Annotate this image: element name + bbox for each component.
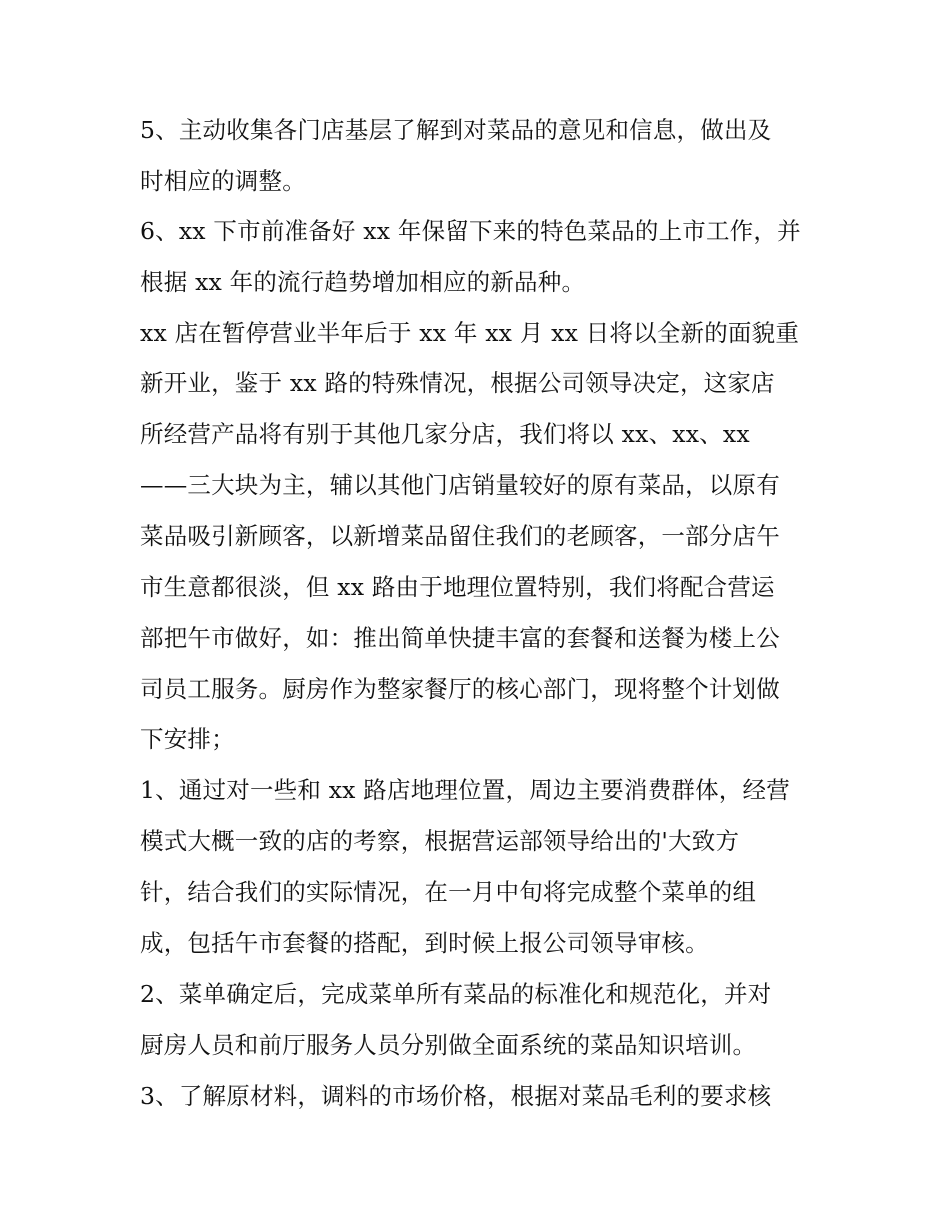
text-line: 时相应的调整。	[140, 167, 306, 195]
text-line: 1、通过对一些和 xx 路店地理位置，周边主要消费群体，经营	[140, 776, 790, 804]
text-line: 3、了解原材料，调料的市场价格，根据对菜品毛利的要求核	[140, 1082, 772, 1110]
text-line: 新开业，鉴于 xx 路的特殊情况，根据公司领导决定，这家店	[140, 369, 775, 397]
text-line: 成，包括午市套餐的搭配，到时候上报公司领导审核。	[140, 929, 709, 957]
text-line: 根据 xx 年的流行趋势增加相应的新品种。	[140, 268, 586, 296]
text-line: 模式大概一致的店的考察，根据营运部领导给出的'大致方	[140, 827, 740, 855]
text-line: 下安排；	[140, 725, 235, 753]
text-line: xx 店在暂停营业半年后于 xx 年 xx 月 xx 日将以全新的面貌重	[140, 319, 800, 347]
text-line: 司员工服务。厨房作为整家餐厅的核心部门，现将整个计划做	[140, 675, 780, 703]
text-line: 针，结合我们的实际情况，在一月中旬将完成整个菜单的组	[140, 878, 757, 906]
text-line: 5、主动收集各门店基层了解到对菜品的意见和信息，做出及	[140, 116, 772, 144]
text-line: 6、xx 下市前准备好 xx 年保留下来的特色菜品的上市工作，并	[140, 217, 801, 245]
text-line: 厨房人员和前厅服务人员分别做全面系统的菜品知识培训。	[140, 1031, 757, 1059]
text-line: 2、菜单确定后，完成菜单所有菜品的标准化和规范化，并对	[140, 980, 772, 1008]
text-line: 市生意都很淡，但 xx 路由于地理位置特别，我们将配合营运	[140, 573, 775, 601]
text-line: 菜品吸引新顾客，以新增菜品留住我们的老顾客，一部分店午	[140, 522, 780, 550]
text-line: 部把午市做好，如：推出简单快捷丰富的套餐和送餐为楼上公	[140, 624, 780, 652]
text-line: 所经营产品将有别于其他几家分店，我们将以 xx、xx、xx	[140, 420, 750, 448]
text-line: ——三大块为主，辅以其他门店销量较好的原有菜品，以原有	[140, 471, 780, 499]
